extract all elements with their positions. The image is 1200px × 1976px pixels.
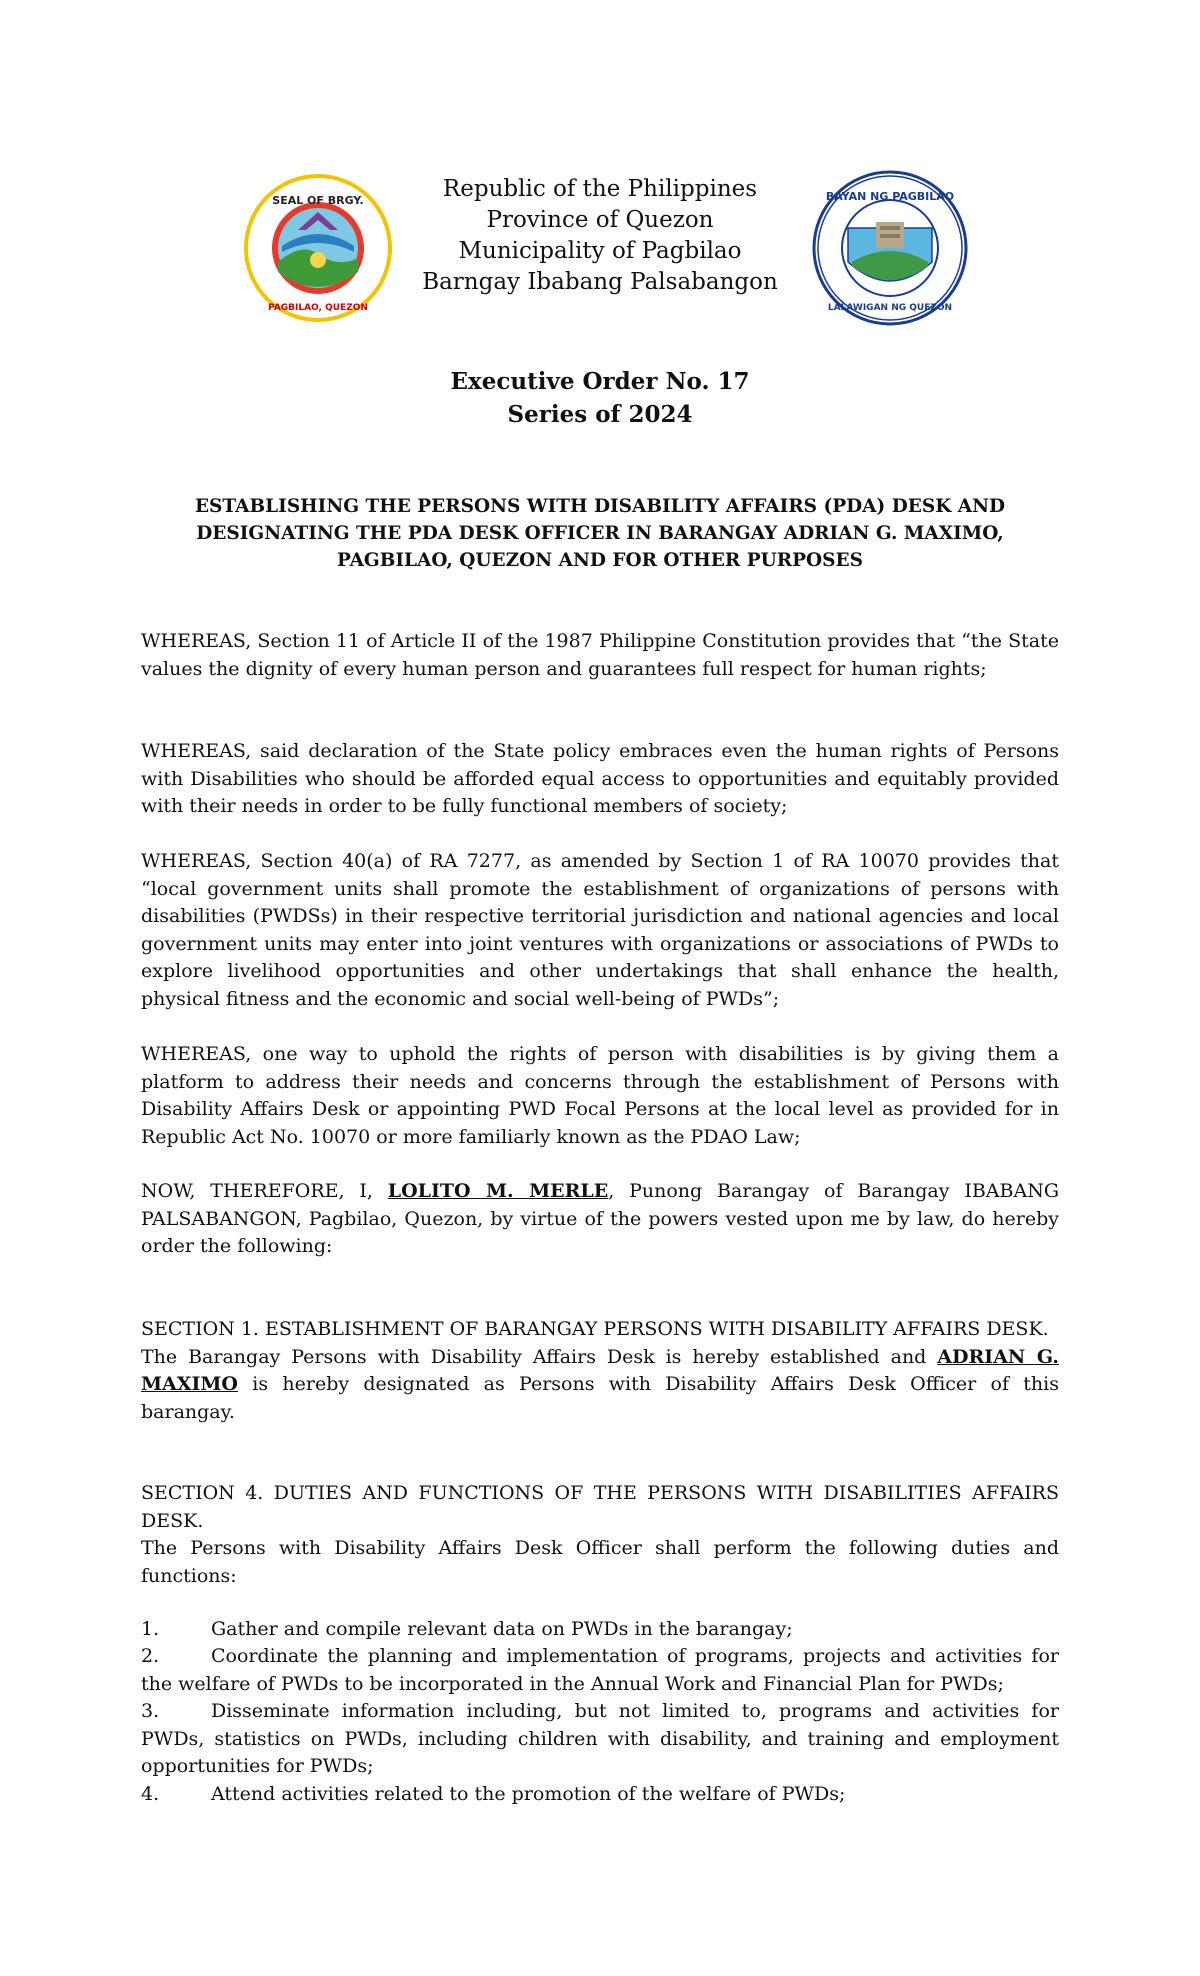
- now-therefore-prefix: NOW, THEREFORE, I,: [141, 1180, 388, 1202]
- section-1-text-prefix: The Barangay Persons with Disability Affairs Desk is hereby established and: [141, 1345, 938, 1368]
- whereas-paragraph: WHEREAS, said declaration of the State policy embraces even the human rights of Persons with Disabilities who should be afforded equal access to opportunities and equitably provided with their needs in order to be fully functional members of society;: [141, 740, 1059, 817]
- svg-text:BAYAN NG PAGBILAO: BAYAN NG PAGBILAO: [825, 190, 955, 203]
- section-1: [141, 1316, 1059, 1426]
- section-1-heading: SECTION 1. ESTABLISHMENT OF BARANGAY PERSONS WITH DISABILITY AFFAIRS DESK.: [141, 1318, 1049, 1340]
- list-item: [141, 1643, 1059, 1698]
- list-text: Gather and compile relevant data on PWDs in the barangay;: [211, 1618, 793, 1640]
- list-text: Attend activities related to the promotion of the welfare of PWDs;: [211, 1783, 846, 1805]
- now-therefore-suffix: , Punong Barangay of Barangay IBABANG PALSABANGON, Pagbilao, Quezon, by virtue of the powers vested upon me by law, do hereby order the following:: [141, 1180, 1060, 1257]
- subject-line: PAGBILAO, QUEZON AND FOR OTHER PURPOSES: [337, 550, 863, 571]
- document-subject: [140, 493, 1060, 574]
- document-title: [0, 365, 1200, 431]
- list-number: 2.: [141, 1645, 160, 1667]
- header-municipality: Municipality of Pagbilao: [458, 238, 742, 264]
- section-4-heading: SECTION 4. DUTIES AND FUNCTIONS OF THE PERSONS WITH DISABILITIES AFFAIRS DESK.: [141, 1482, 1059, 1532]
- list-number: 4.: [141, 1783, 160, 1805]
- header-republic: Republic of the Philippines: [442, 176, 758, 202]
- now-therefore-paragraph: [141, 1178, 1059, 1261]
- header-province: Province of Quezon: [486, 207, 714, 233]
- subject-line: DESIGNATING THE PDA DESK OFFICER IN BARANGAY ADRIAN G. MAXIMO,: [196, 523, 1004, 544]
- municipal-seal-icon: [812, 170, 968, 326]
- header-barangay: Barngay Ibabang Palsabangon: [422, 269, 778, 295]
- list-text: Coordinate the planning and implementation of programs, projects and activities for the welfare of PWDs to be incorporated in the Annual Work and Financial Plan for PWDs;: [141, 1645, 1059, 1695]
- whereas-paragraph: WHEREAS, Section 11 of Article II of the 1987 Philippine Constitution provides that “the State values the dignity of every human person and guarantees full respect for human rights;: [141, 630, 1059, 680]
- desk-officer-name: ADRIAN G. MAXIMO: [141, 1345, 1059, 1395]
- whereas-paragraph: WHEREAS, Section 40(a) of RA 7277, as amended by Section 1 of RA 10070 provides that “local government units shall promote the establishment of organizations of persons with disabilities (PWDSs) in their respective territorial jurisdiction and national agencies and local government units may enter into joint ventures with organizations or associations of PWDs to explore livelihood opportunities and other undertakings that shall enhance the health, physical fitness and the economic and social well-being of PWDs”;: [141, 850, 1059, 1010]
- svg-text:SEAL OF BRGY.: SEAL OF BRGY.: [272, 194, 364, 207]
- executive-order-series: Series of 2024: [507, 401, 693, 428]
- list-item: [141, 1616, 1059, 1644]
- letterhead: [0, 170, 1200, 330]
- svg-text:PAGBILAO, QUEZON: PAGBILAO, QUEZON: [268, 303, 368, 313]
- list-number: 1.: [141, 1618, 160, 1640]
- section-1-text: [141, 1344, 1059, 1427]
- list-number: 3.: [141, 1700, 160, 1722]
- list-item: [141, 1781, 1059, 1809]
- executive-order-number: Executive Order No. 17: [450, 368, 750, 395]
- list-text: Disseminate information including, but not limited to, programs and activities for PWDs, statistics on PWDs, including children with disability, and training and employment opportunities for PWDs;: [141, 1700, 1059, 1777]
- subject-line: ESTABLISHING THE PERSONS WITH DISABILITY AFFAIRS (PDA) DESK AND: [194, 496, 1006, 517]
- list-item: [141, 1698, 1059, 1781]
- svg-text:LALAWIGAN NG QUEZON: LALAWIGAN NG QUEZON: [827, 303, 953, 313]
- barangay-seal-icon: [242, 172, 394, 324]
- section-4-intro: The Persons with Disability Affairs Desk Officer shall perform the following duties and functions:: [141, 1537, 1059, 1587]
- letterhead-text: [400, 174, 800, 298]
- section-4: [141, 1480, 1059, 1590]
- whereas-paragraph: WHEREAS, one way to uphold the rights of person with disabilities is by giving them a platform to address their needs and concerns through the establishment of Persons with Disability Affairs Desk or appointing PWD Focal Persons at the local level as provided for in Republic Act No. 10070 or more familiarly known as the PDAO Law;: [141, 1043, 1059, 1148]
- section-1-text-suffix: is hereby designated as Persons with Disability Affairs Desk Officer of this barangay.: [141, 1373, 1059, 1423]
- punong-barangay-name: LOLITO M. MERLE: [387, 1180, 609, 1202]
